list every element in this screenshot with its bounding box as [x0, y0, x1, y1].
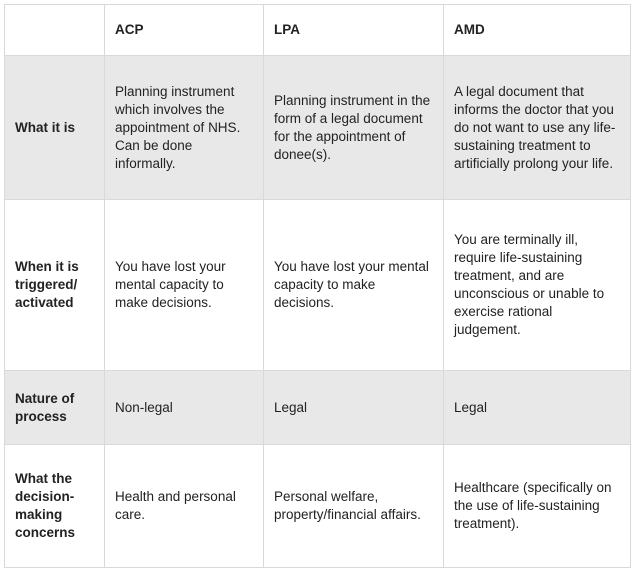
table-cell: Non-legal [105, 371, 264, 445]
row-label: When it is triggered/ activated [5, 200, 105, 371]
table-cell: Personal welfare, property/financial affairs. [264, 445, 444, 568]
table-cell: Health and personal care. [105, 445, 264, 568]
row-label: What it is [5, 56, 105, 200]
header-corner [5, 5, 105, 56]
comparison-table [4, 4, 631, 568]
row-label: What the decision-making concerns [5, 445, 105, 568]
table-cell: You are terminally ill, require life-sustaining treatment, and are unconscious or unable to exercise rational judgement. [444, 200, 631, 371]
table-cell: You have lost your mental capacity to make decisions. [105, 200, 264, 371]
table-row [5, 445, 631, 568]
header-row [5, 5, 631, 56]
table-row [5, 200, 631, 371]
table-cell: Planning instrument in the form of a legal document for the appointment of donee(s). [264, 56, 444, 200]
table-cell: Healthcare (specifically on the use of life-sustaining treatment). [444, 445, 631, 568]
table-row [5, 56, 631, 200]
table-cell: Legal [444, 371, 631, 445]
table-cell: Legal [264, 371, 444, 445]
header-amd: AMD [444, 5, 631, 56]
table-cell: A legal document that informs the doctor that you do not want to use any life-sustaining treatment to artificially prolong your life. [444, 56, 631, 200]
header-acp: ACP [105, 5, 264, 56]
table-cell: You have lost your mental capacity to make decisions. [264, 200, 444, 371]
table-cell: Planning instrument which involves the appointment of NHS. Can be done informally. [105, 56, 264, 200]
header-lpa: LPA [264, 5, 444, 56]
table-row [5, 371, 631, 445]
row-label: Nature of process [5, 371, 105, 445]
